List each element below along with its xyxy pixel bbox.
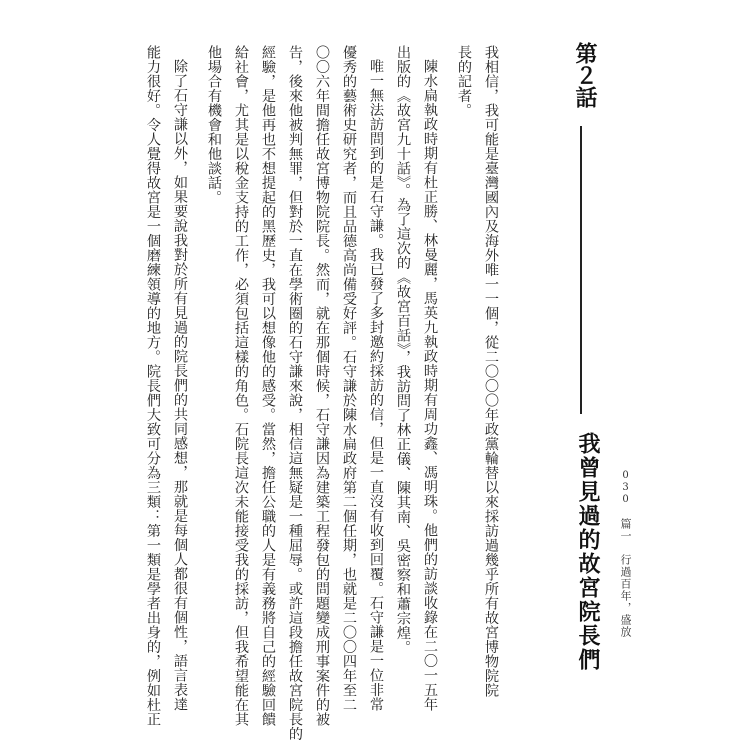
body-column-4: 出版的《故宮九十話》。為了這次的《故宮百話》，我訪問了林正儀、陳其南、吳密察和蕭宗煌。	[395, 45, 411, 655]
chapter-rule	[580, 126, 582, 414]
body-column-1: 我相信，我可能是臺灣國內及海外唯一一個，從二〇〇〇年政黨輪替以來採訪過幾乎所有故宮博物院院	[483, 45, 499, 698]
running-header	[617, 470, 631, 638]
chapter-label: 第２話	[572, 42, 598, 108]
body-column-11: 他場合有機會和他談話。	[206, 45, 222, 205]
page-number: 030	[620, 470, 631, 506]
body-column-5: 唯一無法訪問到的是石守謙。我已發了多封邀約採訪的信，但是一直沒有收到回覆。石守謙是一位非常	[368, 59, 384, 712]
body-column-8: 告，後來他被判無罪，但對於一直在學術圈的石守謙來說，相信這無疑是一種屈辱。或許這段擔任故宮院長的	[287, 45, 303, 741]
body-column-7: 〇〇六年間擔任故宮博物院院長。然而，就在那個時候，石守謙因為建築工程發包的問題變成刑事案件的被	[314, 45, 330, 727]
chapter-title: 我曾見過的故宮院長們	[575, 432, 601, 672]
body-column-3: 陳水扁執政時期有杜正勝、林曼麗，馬英九執政時期有周功鑫、馮明珠。他們的訪談收錄在二〇一五年	[422, 59, 438, 712]
body-column-2: 長的記者。	[456, 45, 472, 118]
body-column-12: 除了石守謙以外，如果要說我對於所有見過的院長們的共同感想，那就是每個人都很有個性，語言表達	[172, 59, 188, 712]
running-title: 篇一 行過百年，盛放	[619, 518, 632, 638]
body-column-6: 優秀的藝術史研究者，而且品德高尚備受好評。石守謙於陳水扁政府第二個任期，也就是二〇〇四年至二	[341, 45, 357, 712]
body-column-13: 能力很好。令人覺得故宮是一個磨練領導的地方。院長們大致可分為三類：第一類是學者出身的，例如杜正	[145, 45, 161, 727]
body-column-10: 給社會，尤其是以稅金支持的工作，必須包括這樣的角色。石院長這次未能接受我的採訪，但我希望能在其	[233, 45, 249, 727]
body-column-9: 經驗，是他再也不想提起的黑歷史，我可以想像他的感受。當然，擔任公職的人是有義務將自己的經驗回饋	[260, 45, 276, 727]
